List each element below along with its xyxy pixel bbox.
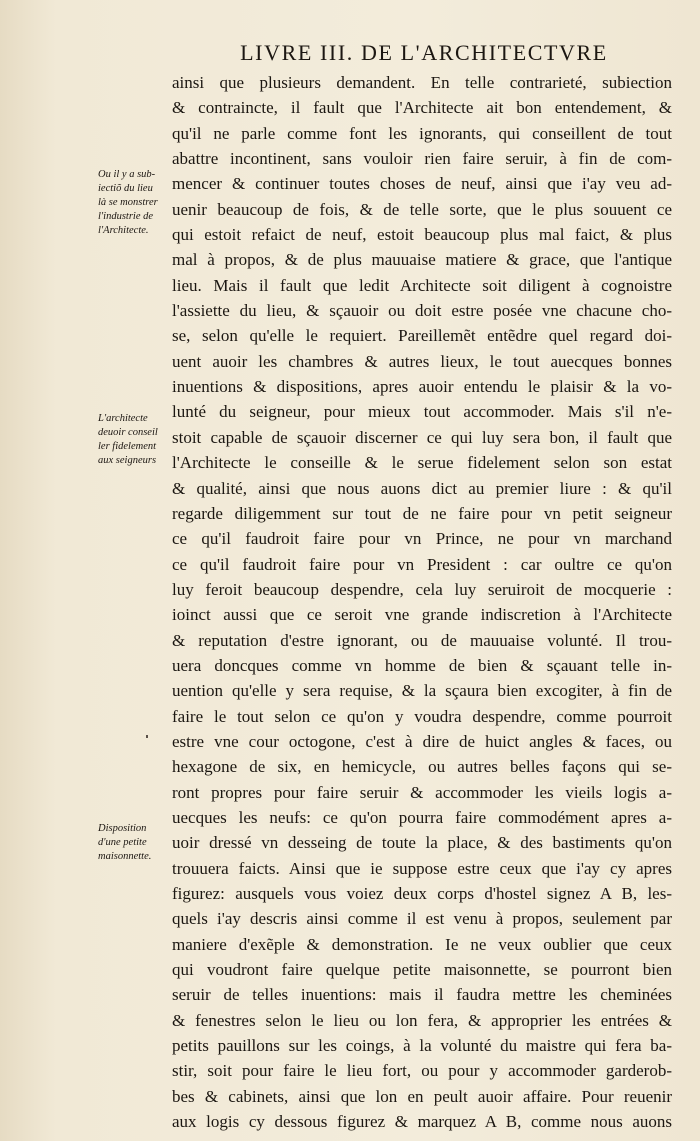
text-line: lieu. Mais il fault que ledit Architecte soit diligent à cognoistre — [172, 275, 672, 295]
text-line: ainsi que plusieurs demandent. En telle contrarieté, subiection — [172, 73, 672, 92]
text-line: l'Architecte le conseille & le serue fidelement selon son estat — [172, 453, 672, 473]
text-line: inuentions & dispositions, apres auoir entendu le plaisir & la vo- — [172, 377, 672, 397]
text-line: qu'il ne parle comme font les ignorants, qui conseillent de tout — [172, 123, 672, 143]
margin-note-line: l'Architecte. — [98, 225, 149, 236]
text-line: uecques les neufs: ce qu'on pourra faire commodément apres a- — [172, 807, 672, 827]
text-line: petits pauillons sur les coings, à la volunté du maistre qui fera ba- — [172, 1036, 672, 1056]
ink-mark — [146, 735, 148, 738]
text-line: ce qu'il faudroit faire pour vn Prince, ne pour vn marchand — [172, 529, 672, 549]
text-line: l'assiette du lieu, & sçauoir ou doit estre posée vne chacune cho- — [172, 301, 672, 321]
text-line: maniere d'exẽple & demonstration. Ie ne veux oublier que ceux — [172, 934, 672, 954]
text-line: estre vne cour octogone, c'est à dire de huict angles & faces, ou — [172, 731, 672, 751]
running-header: LIVRE III. DE L'ARCHITECTVRE — [240, 40, 608, 65]
text-line: & reputation d'estre ignorant, ou de mauuaise volunté. Il trou- — [172, 630, 672, 650]
text-line: trouuera faicts. Ainsi que ie suppose estre ceux que i'ay cy apres — [172, 858, 672, 878]
text-line: quels i'ay descris ainsi comme il est venu à propos, seulement par — [172, 909, 672, 929]
text-line: luy feroit beaucoup despendre, cela luy seruiroit de mocquerie : — [172, 579, 672, 599]
text-line: uent auoir les chambres & autres lieux, le tout auecques bonnes — [172, 351, 672, 371]
text-line: faire le tout selon ce qu'on y voudra despendre, comme pourroit — [172, 706, 672, 726]
margin-note-line: là se monstrer — [98, 197, 158, 208]
text-line: & fenestres selon le lieu ou lon fera, & approprier les entrées & — [172, 1010, 672, 1030]
text-line: uoir dressé vn desseing de toute la place, & des bastiments qu'on — [172, 833, 672, 853]
margin-note-line: l'industrie de — [98, 211, 154, 222]
margin-note-line: L'architecte — [98, 413, 148, 424]
text-line: uenir beaucoup de fois, & de telle sorte, que le plus souuent ce — [172, 199, 672, 219]
margin-note-line: d'une petite — [98, 837, 147, 848]
margin-note-maisonnette — [98, 822, 176, 864]
margin-note-line: aux seigneurs — [98, 455, 157, 466]
margin-note-counsel — [98, 412, 176, 468]
text-line: uention qu'elle y sera requise, & la sçaura bien excogiter, à fin de — [172, 681, 672, 701]
margin-note-line: Disposition — [98, 823, 147, 834]
text-line: mal à propos, & de plus mauuaise matiere & grace, que l'antique — [172, 250, 672, 270]
text-line: stoit capable de sçauoir discerner ce qui luy sera bon, il fault que — [172, 427, 672, 447]
margin-note-line: ler fidelement — [98, 441, 157, 452]
text-line: hexagone de six, en hemicycle, ou autres belles façons qui se- — [172, 757, 672, 777]
text-line: qui voudront faire quelque petite maisonnette, se pourront bien — [172, 960, 672, 980]
margin-note-line: iectiõ du lieu — [98, 183, 153, 194]
margin-note-line: Ou il y a sub- — [98, 169, 156, 180]
text-line: aux logis cy dessous figurez & marquez A B, comme nous auons — [172, 1112, 672, 1132]
text-line: & contraincte, il fault que l'Architecte ait bon entendement, & — [172, 98, 672, 118]
text-line: ioinct aussi que ce seroit vne grande indiscretion à l'Architecte — [172, 605, 672, 625]
text-line: abattre incontinent, sans vouloir rien faire seruir, à fin de com- — [172, 149, 672, 169]
text-line: mencer & continuer toutes choses de neuf, ainsi que i'ay veu ad- — [172, 174, 672, 194]
body-text — [172, 70, 672, 1134]
margin-note-line: deuoir conseil — [98, 427, 158, 438]
text-line: ront propres pour faire seruir & accommoder les vieils logis a- — [172, 782, 672, 802]
text-line: & qualité, ainsi que nous auons dict au premier liure : & qu'il — [172, 478, 672, 498]
text-line: ce qu'il faudroit faire pour vn President : car oultre ce qu'on — [172, 554, 672, 574]
text-line: lunté du seigneur, pour mieux tout accommoder. Mais s'il n'e- — [172, 402, 672, 422]
text-line: stir, soit pour faire le lieu fort, ou pour y accommoder garderob- — [172, 1061, 672, 1081]
text-line: seruir de telles inuentions: mais il faudra mettre les cheminées — [172, 985, 672, 1005]
text-line: regarde diligemment sur tout de ne faire pour vn petit seigneur — [172, 503, 672, 523]
text-line: se, selon qu'elle le requiert. Pareillemẽt entẽdre quel regard doi- — [172, 326, 672, 346]
text-line: qui estoit refaict de neuf, estoit beaucoup plus mal faict, & plus — [172, 225, 672, 245]
margin-note-subjection — [98, 168, 176, 238]
text-line: uera doncques comme vn homme de bien & sçauant telle in- — [172, 655, 672, 675]
text-line: figurez: ausquels vous voiez deux corps d'hostel signez A B, les- — [172, 884, 672, 903]
text-line: bes & cabinets, ainsi que lon en peult auoir affaire. Pour reuenir — [172, 1086, 672, 1106]
margin-note-line: maisonnette. — [98, 851, 152, 862]
